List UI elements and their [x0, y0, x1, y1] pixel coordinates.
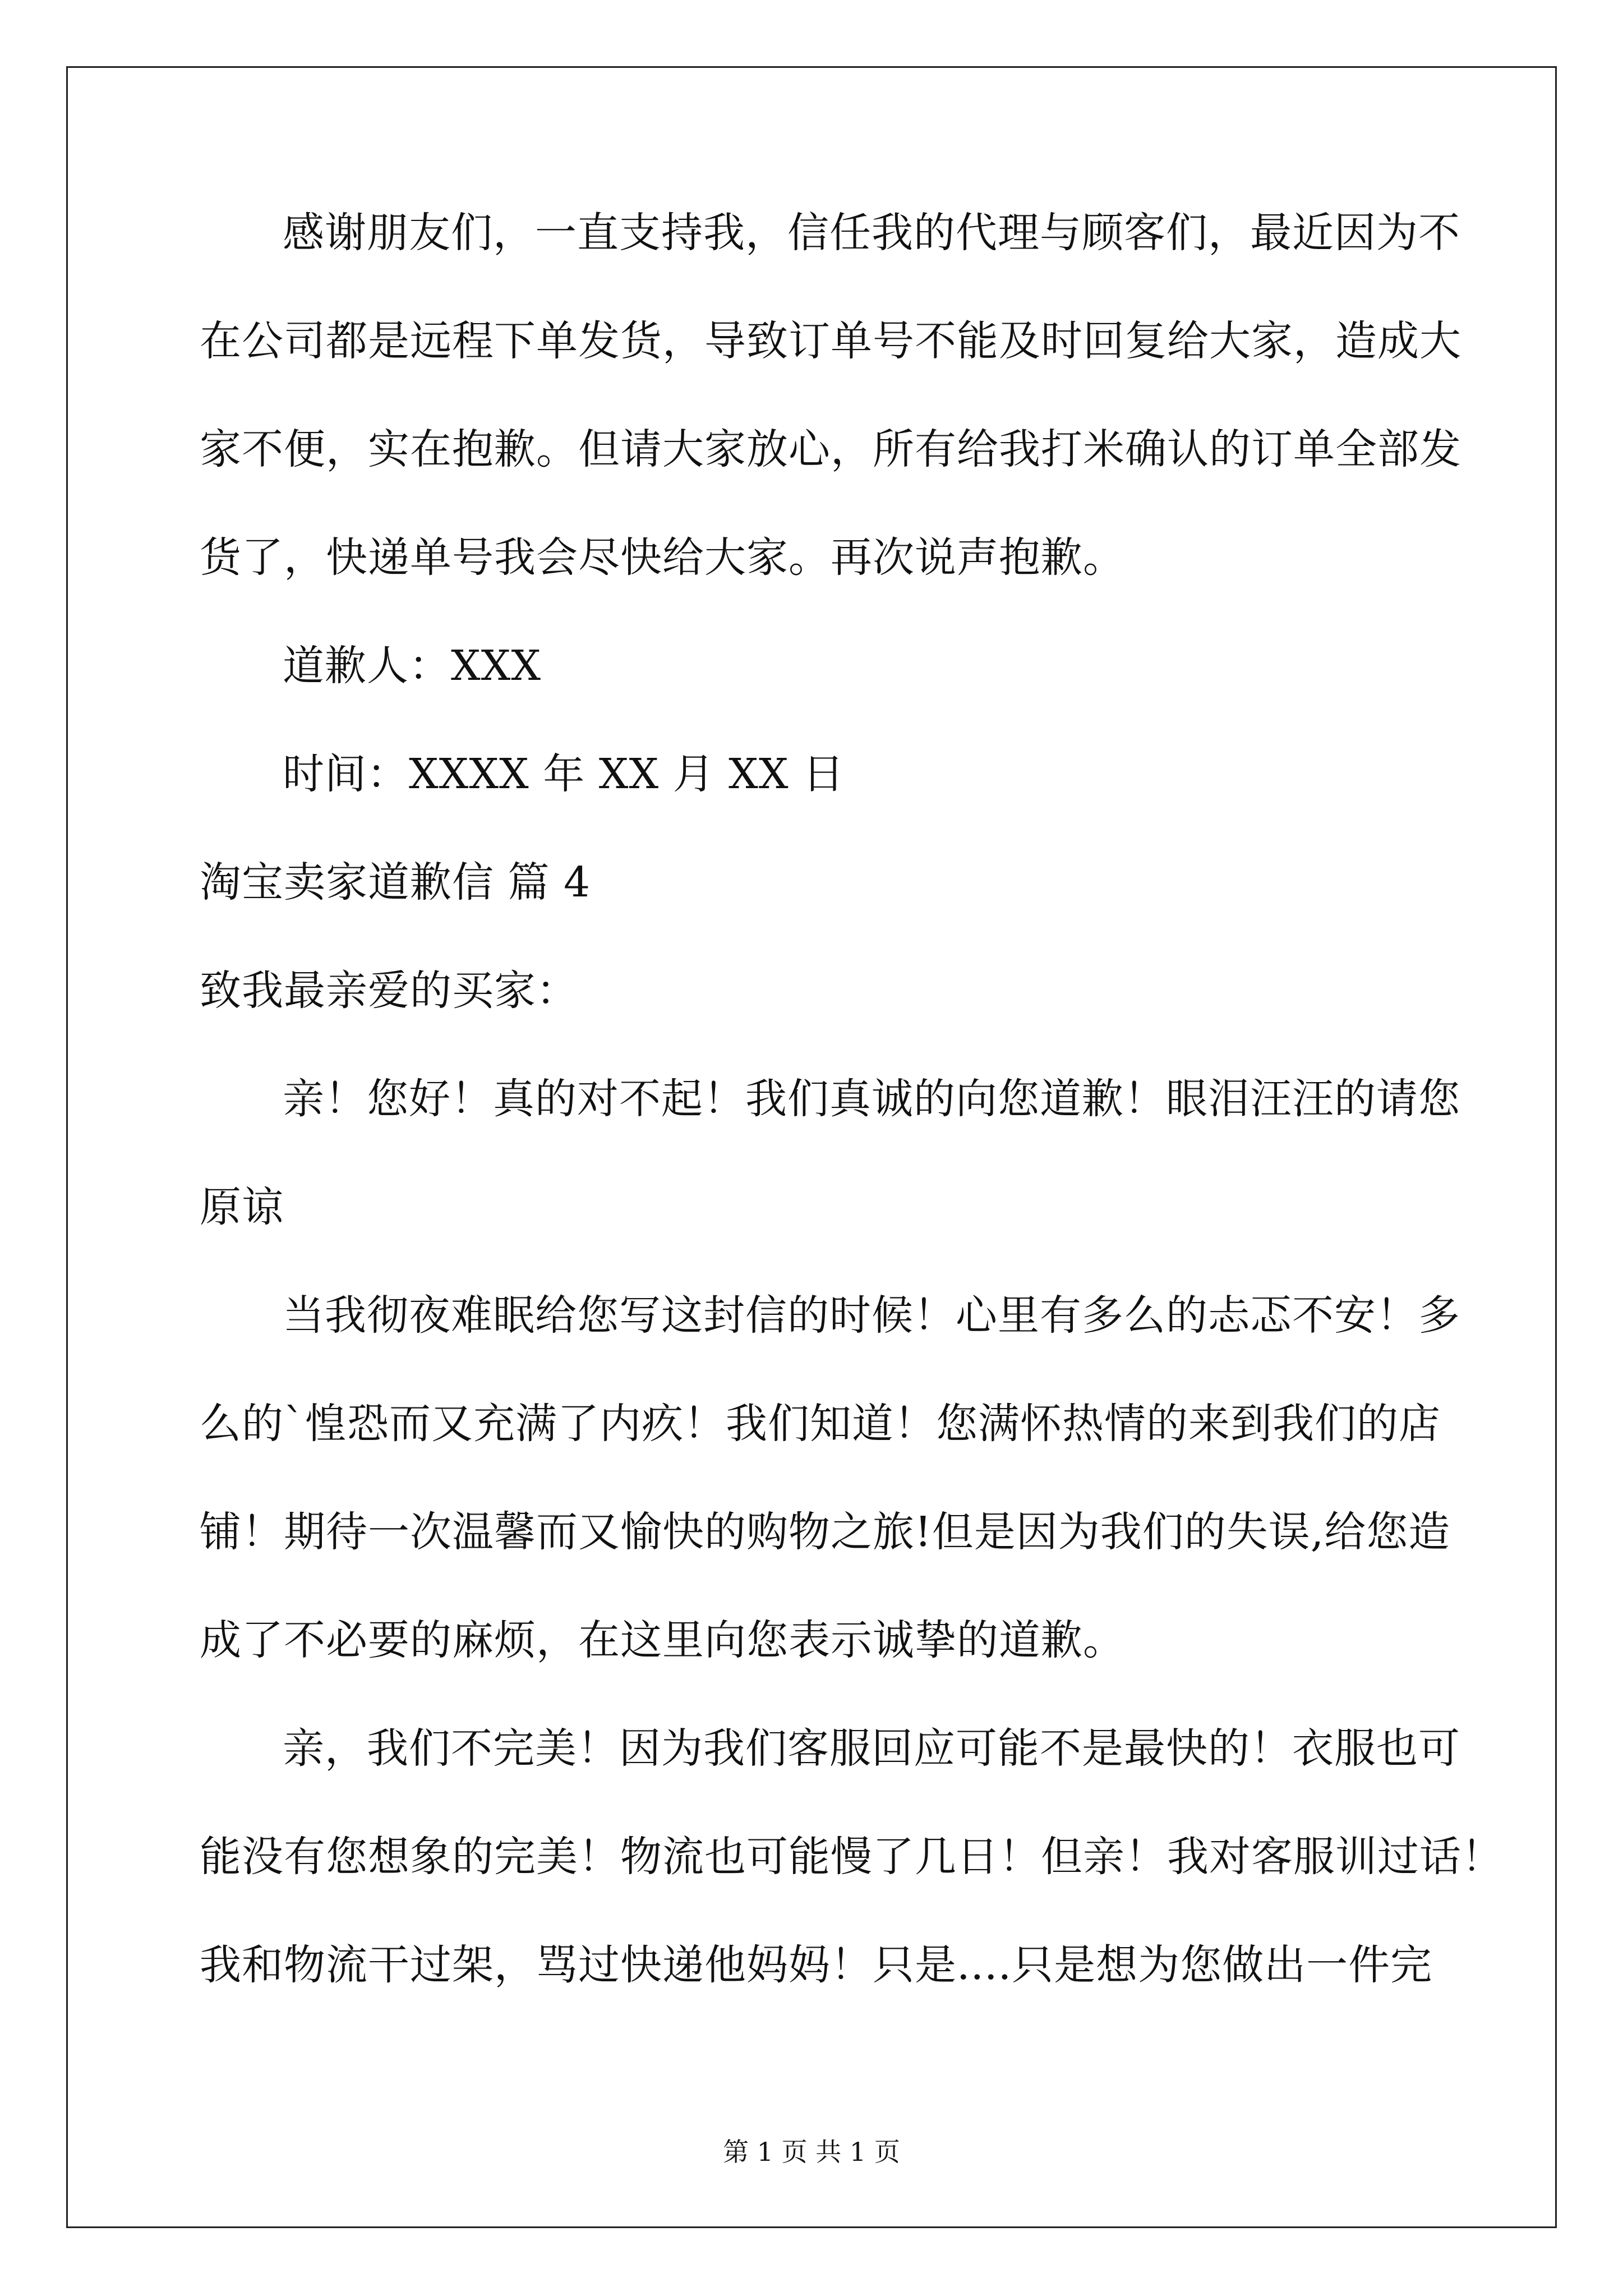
- date-line: 时间：XXXX 年 XX 月 XX 日: [283, 750, 845, 798]
- paragraph-line: 原谅: [200, 1183, 284, 1231]
- paragraph-line: 亲！您好！真的对不起！我们真诚的向您道歉！眼泪汪汪的请您: [283, 1075, 1460, 1123]
- paragraph-line: 当我彻夜难眠给您写这封信的时候！心里有多么的忐忑不安！多: [283, 1291, 1460, 1340]
- paragraph-line: 在公司都是远程下单发货，导致订单号不能及时回复给大家，造成大: [200, 317, 1461, 365]
- paragraph-line: 能没有您想象的完美！物流也可能慢了几日！但亲！我对客服训过话！: [200, 1833, 1504, 1881]
- page-footer: 第 1 页 共 1 页: [723, 2137, 900, 2167]
- paragraph-line: 么的`惶恐而又充满了内疚！我们知道！您满怀热情的来到我们的店: [200, 1400, 1441, 1448]
- section-heading: 淘宝卖家道歉信 篇 4: [200, 858, 591, 907]
- paragraph-line: 家不便，实在抱歉。但请大家放心，所有给我打米确认的订单全部发: [200, 425, 1461, 473]
- paragraph-line: 货了，快递单号我会尽快给大家。再次说声抱歉。: [200, 533, 1125, 582]
- salutation: 致我最亲爱的买家：: [200, 967, 578, 1015]
- paragraph-line: 我和物流干过架，骂过快递他妈妈！只是....只是想为您做出一件完: [200, 1941, 1433, 1989]
- paragraph-line: 成了不必要的麻烦，在这里向您表示诚挚的道歉。: [200, 1616, 1125, 1664]
- signature-line: 道歉人：XXX: [283, 642, 542, 690]
- paragraph-line: 铺！期待一次温馨而又愉快的购物之旅!但是因为我们的失误,给您造: [200, 1508, 1451, 1556]
- page-border: [66, 66, 1557, 2228]
- paragraph-line: 亲，我们不完美！因为我们客服回应可能不是最快的！衣服也可: [283, 1724, 1460, 1773]
- paragraph-line: 感谢朋友们，一直支持我，信任我的代理与顾客们，最近因为不: [283, 209, 1460, 257]
